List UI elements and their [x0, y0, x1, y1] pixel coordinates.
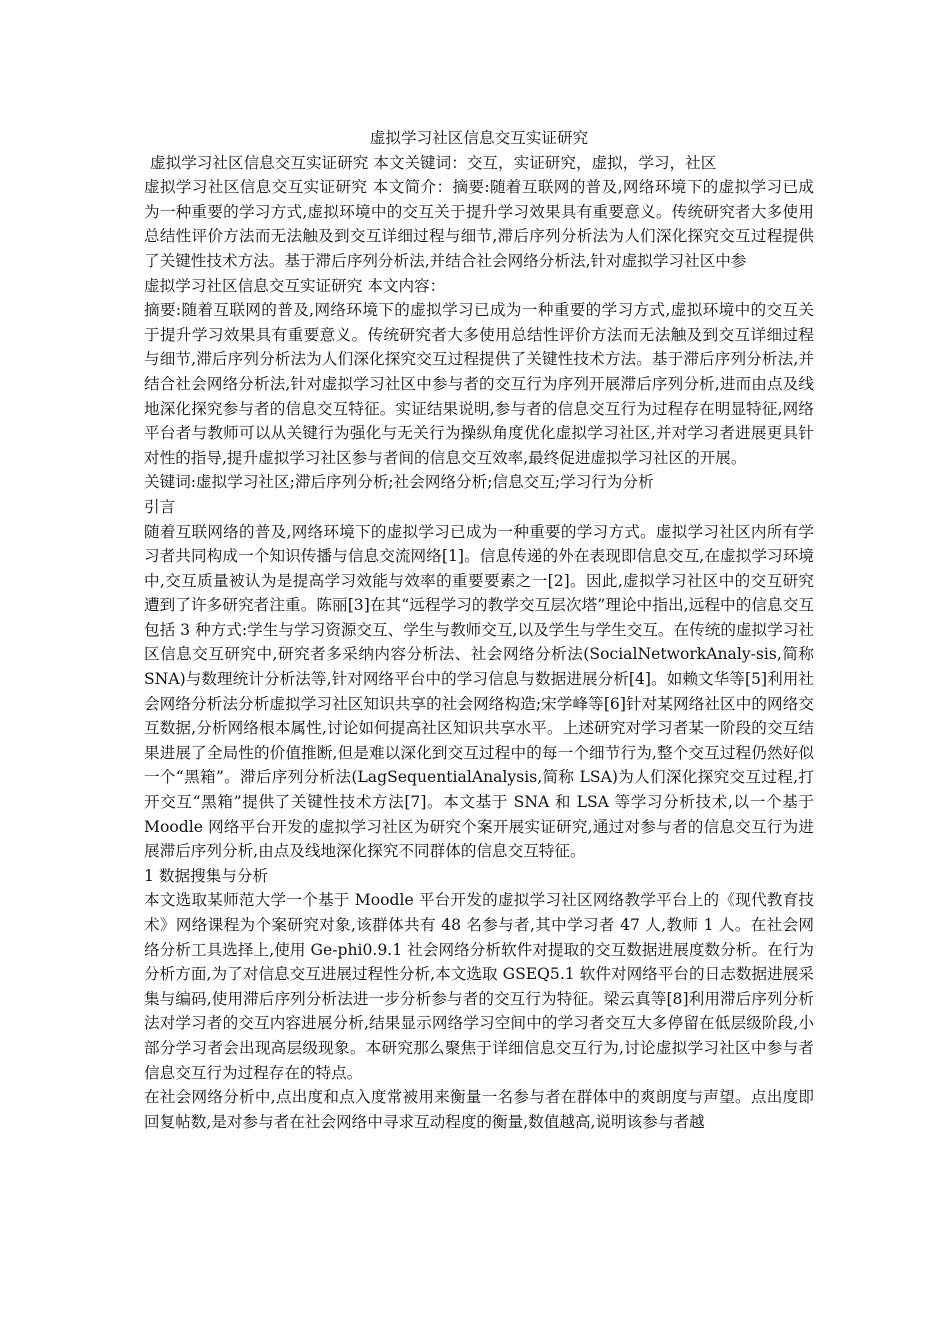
section-1-heading: 1 数据搜集与分析	[144, 866, 269, 885]
intro-summary: 虚拟学习社区信息交互实证研究 本文简介：摘要:随着互联网的普及,网络环境下的虚拟学习已成为一种重要的学习方式,虚拟环境中的交互关于提升学习效果具有重要意义。传统研究者大多使用总结性评价方法而无法触及到交互详细过程与细节,滞后序列分析法为人们深化探究交互过程提供了关键性技术方法。基于滞后序列分析法,并结合社会网络分析法,针对虚拟学习社区中参	[144, 178, 814, 270]
document-title: 虚拟学习社区信息交互实证研究	[369, 129, 589, 147]
keywords-summary-line: 虚拟学习社区信息交互实证研究 本文关键词：交互，实证研究，虚拟，学习，社区	[150, 153, 717, 172]
keywords-line: 关键词:虚拟学习社区;滞后序列分析;社会网络分析;信息交互;学习行为分析	[144, 473, 654, 492]
intro-paragraph: 随着互联网络的普及,网络环境下的虚拟学习已成为一种重要的学习方式。虚拟学习社区内所有学习者共同构成一个知识传播与信息交流网络[1]。信息传递的外在表现即信息交互,在虚拟学习环境中,交互质量被认为是提高学习效能与效率的重要要素之一[2]。因此,虚拟学习社区中的交互研究遭到了许多研究者注重。陈丽[3]在其“远程学习的教学交互层次塔”理论中指出,远程中的信息交互包括 3 种方式:学生与学习资源交互、学生与教师交互,以及学生与学生交互。在传统的虚拟学习社区信息交互研究中,研究者多采纳内容分析法、社会网络分析法(SocialNetworkAnaly-sis,简称 SNA)与数理统计分析法等,针对网络平台中的学习信息与数据进展分析[4]。如赖文华等[5]利用社会网络分析法分析虚拟学习社区知识共享的社会网络构造;宋学峰等[6]针对某网络社区中的网络交互数据,分析网络根本属性,讨论如何提高社区知识共享水平。上述研究对学习者某一阶段的交互结果进展了全局性的价值推断,但是难以深化到交互过程中的每一个细节行为,整个交互过程仍然好似一个“黑箱”。滞后序列分析法(LagSequentialAnalysis,简称 LSA)为人们深化探究交互过程,打开交互“黑箱”提供了关键性技术方法[7]。本文基于 SNA 和 LSA 等学习分析技术,以一个基于 Moodle 网络平台开发的虚拟学习社区为研究个案开展实证研究,通过对参与者的信息交互行为进展滞后序列分析,由点及线地深化探究不同群体的信息交互特征。	[144, 522, 814, 861]
intro-heading: 引言	[144, 497, 176, 516]
content-label: 虚拟学习社区信息交互实证研究 本文内容：	[144, 276, 446, 295]
section-1-paragraph-2: 在社会网络分析中,点出度和点入度常被用来衡量一名参与者在群体中的爽朗度与声望。点出度即回复帖数,是对参与者在社会网络中寻求互动程度的衡量,数值越高,说明该参与者越	[144, 1088, 814, 1131]
section-1-paragraph: 本文选取某师范大学一个基于 Moodle 平台开发的虚拟学习社区网络教学平台上的《现代教育技术》网络课程为个案研究对象,该群体共有 48 名参与者,其中学习者 47 人,教师 1 人。在社会网络分析工具选择上,使用 Ge-phi0.9.1 社会网络分析软件对提取的交互数据进展度数分析。在行为分析方面,为了对信息交互进展过程性分析,本文选取 GSEQ5.1 软件对网络平台的日志数据进展采集与编码,使用滞后序列分析法进一步分析参与者的交互行为特征。梁云真等[8]利用滞后序列分析法对学习者的交互内容进展分析,结果显示网络学习空间中的学习者交互大多停留在低层级阶段,小部分学习者会出现高层级现象。本研究那么聚焦于详细信息交互行为,讨论虚拟学习社区中参与者信息交互行为过程存在的特点。	[144, 891, 814, 1082]
abstract-paragraph: 摘要:随着互联网的普及,网络环境下的虚拟学习已成为一种重要的学习方式,虚拟环境中的交互关于提升学习效果具有重要意义。传统研究者大多使用总结性评价方法而无法触及到交互详细过程与细节,滞后序列分析法为人们深化探究交互过程提供了关键性技术方法。基于滞后序列分析法,并结合社会网络分析法,针对虚拟学习社区中参与者的交互行为序列开展滞后序列分析,进而由点及线地深化探究参与者的信息交互特征。实证结果说明,参与者的信息交互行为过程存在明显特征,网络平台者与教师可以从关键行为强化与无关行为操纵角度优化虚拟学习社区,并对学习者进展更具针对性的指导,提升虚拟学习社区参与者间的信息交互效率,最终促进虚拟学习社区的开展。	[144, 301, 814, 467]
document-page	[144, 126, 814, 1134]
